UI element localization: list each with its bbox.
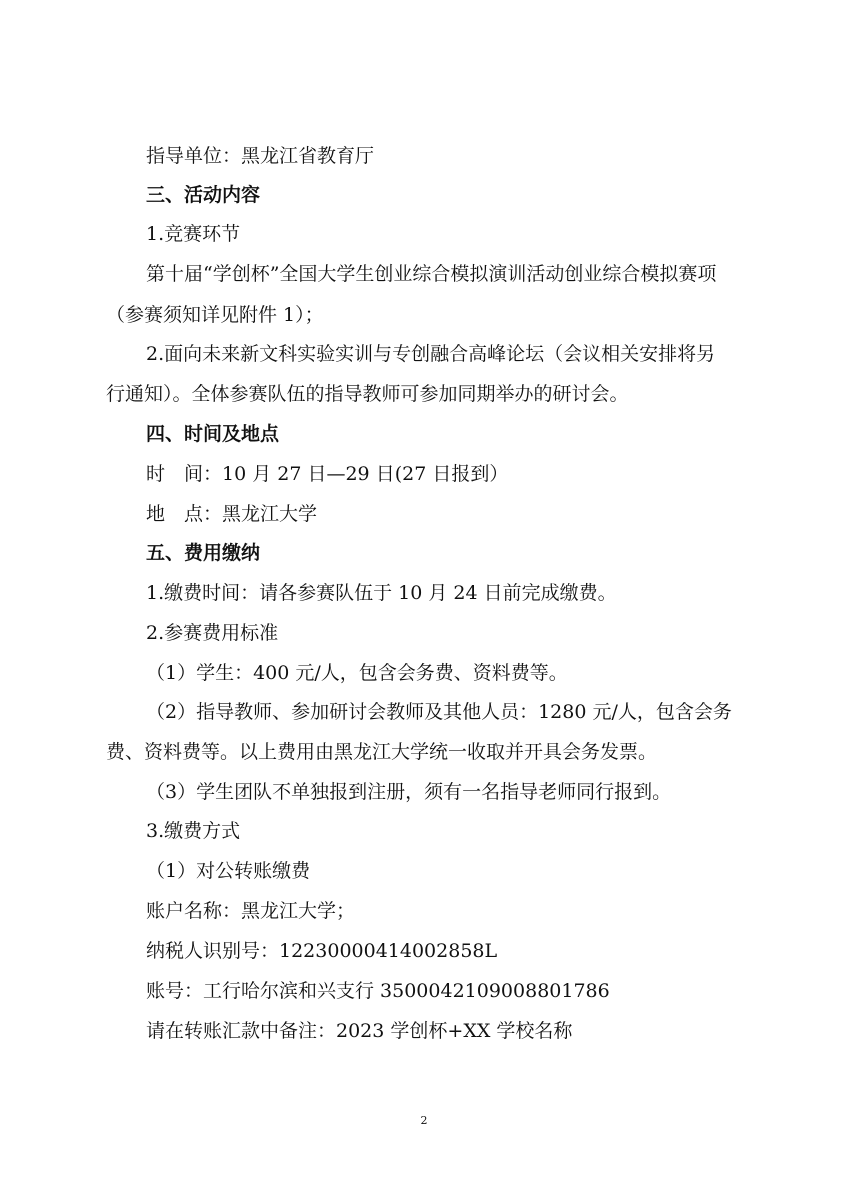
section-heading-fees: 五、费用缴纳 [146,542,261,564]
subheading-competition: 1.竞赛环节 [146,223,241,245]
section-heading-activity: 三、活动内容 [146,184,261,206]
paragraph-line: （2）指导教师、参加研讨会教师及其他人员：1280 元/人，包含会务 [146,701,732,723]
paragraph-line: 费、资料费等。以上费用由黑龙江大学统一收取并开具会务发票。 [106,741,658,763]
paragraph-line: （3）学生团队不单独报到注册，须有一名指导老师同行报到。 [146,781,672,803]
paragraph-line: （1）对公转账缴费 [146,860,311,882]
paragraph-line: （参赛须知详见附件 1）； [106,304,324,326]
account-number-line: 账号：工行哈尔滨和兴支行 3500042109008801786 [146,980,610,1002]
remark-line: 请在转账汇款中备注：2023 学创杯+XX 学校名称 [146,1020,573,1042]
account-name-line: 账户名称：黑龙江大学； [146,900,356,922]
place-line: 地 点：黑龙江大学 [146,503,318,525]
paragraph-line: 1.缴费时间：请各参赛队伍于 10 月 24 日前完成缴费。 [146,582,617,604]
section-heading-time-place: 四、时间及地点 [146,423,280,445]
subheading-fee-standard: 2.参赛费用标准 [146,622,279,644]
tax-id-line: 纳税人识别号：12230000414002858L [146,940,498,962]
subheading-payment-method: 3.缴费方式 [146,820,241,842]
paragraph-line: （1）学生：400 元/人，包含会务费、资料费等。 [146,662,568,684]
page-number: 2 [420,1114,428,1127]
time-line: 时 间：10 月 27 日—29 日(27 日报到） [146,463,509,485]
paragraph-line: 行通知）。全体参赛队伍的指导教师可参加同期举办的研讨会。 [106,383,629,405]
guidance-unit: 指导单位：黑龙江省教育厅 [146,145,375,167]
paragraph-line: 第十届“学创杯”全国大学生创业综合模拟演训活动创业综合模拟赛项 [146,263,717,285]
paragraph-line: 2.面向未来新文科实验实训与专创融合高峰论坛（会议相关安排将另 [146,343,716,365]
